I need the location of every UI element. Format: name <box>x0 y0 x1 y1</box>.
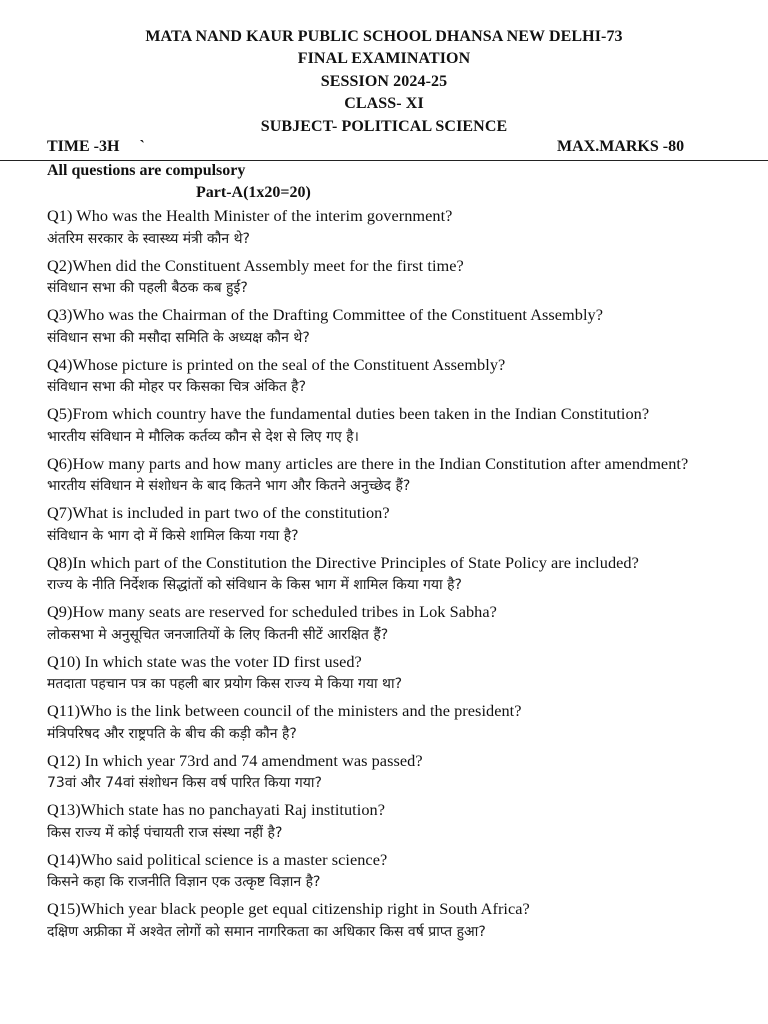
time-label: TIME -3H ` <box>47 138 145 155</box>
question-english: Q8)In which part of the Constitution the Directive Principles of State Policy are included? <box>47 552 639 572</box>
question-hindi: किसने कहा कि राजनीति विज्ञान एक उत्कृष्ट विज्ञान है? <box>47 874 321 890</box>
question-item <box>47 403 723 449</box>
question-hindi: राज्य के नीति निर्देशक सिद्धांतों को संविधान के किस भाग में शामिल किया गया है? <box>47 577 462 593</box>
question-english: Q5)From which country have the fundamental duties been taken in the Indian Constitution? <box>47 404 650 423</box>
question-hindi: अंतरिम सरकार के स्वास्थ्य मंत्री कौन थे? <box>47 230 250 247</box>
session-label: SESSION 2024-25 <box>320 72 448 90</box>
question-item <box>47 502 723 548</box>
question-item <box>47 453 723 499</box>
time-marks-row <box>0 138 768 160</box>
question-english: Q11)Who is the link between council of the ministers and the president? <box>47 701 522 720</box>
question-hindi: भारतीय संविधान मे मौलिक कर्तव्य कौन से देश से लिए गए है। <box>47 428 359 445</box>
question-item <box>47 651 723 697</box>
question-hindi: संविधान सभा की पहली बैठक कब हुई? <box>47 280 248 296</box>
question-english: Q2)When did the Constituent Assembly meet for the first time? <box>47 255 464 275</box>
question-item <box>47 354 723 400</box>
question-english: Q13)Which state has no panchayati Raj institution? <box>47 800 385 819</box>
question-hindi: लोकसभा मे अनुसूचित जनजातियों के लिए कितनी सीटें आरक्षित हैं? <box>47 626 389 643</box>
exam-title: FINAL EXAMINATION <box>297 50 471 68</box>
class-label: CLASS- XI <box>344 95 424 113</box>
question-hindi: 73वां और 74वां संशोधन किस वर्ष पारित किया गया? <box>47 775 322 791</box>
exam-header <box>0 26 768 138</box>
question-english: Q6)How many parts and how many articles are there in the Indian Constitution after amendment? <box>47 453 689 473</box>
subject-label: SUBJECT- POLITICAL SCIENCE <box>260 117 508 135</box>
question-item <box>47 552 723 598</box>
question-english: Q9)How many seats are reserved for scheduled tribes in Lok Sabha? <box>47 602 497 621</box>
question-english: Q3)Who was the Chairman of the Drafting Committee of the Constituent Assembly? <box>47 305 603 324</box>
instructions: All questions are compulsory <box>47 162 246 179</box>
question-item <box>47 601 723 647</box>
question-item <box>47 205 723 251</box>
question-hindi: मतदाता पहचान पत्र का पहली बार प्रयोग किस राज्य मे किया गया था? <box>47 676 403 692</box>
question-english: Q7)What is included in part two of the constitution? <box>47 503 390 522</box>
header-divider <box>0 160 768 161</box>
question-hindi: संविधान सभा की मसौदा समिति के अध्यक्ष कौन थे? <box>47 329 310 346</box>
question-item <box>47 304 723 350</box>
question-english: Q1) Who was the Health Minister of the interim government? <box>47 206 453 225</box>
question-english: Q12) In which year 73rd and 74 amendment was passed? <box>47 750 423 770</box>
question-item <box>47 849 723 895</box>
question-hindi: दक्षिण अफ्रीका में अश्वेत लोगों को समान नागरिकता का अधिकार किस वर्ष प्राप्त हुआ? <box>47 923 486 940</box>
question-item <box>47 700 723 746</box>
question-english: Q15)Which year black people get equal citizenship right in South Africa? <box>47 899 530 918</box>
question-english: Q10) In which state was the voter ID first used? <box>47 651 362 671</box>
question-item <box>47 255 723 301</box>
question-english: Q14)Who said political science is a master science? <box>47 849 388 869</box>
question-hindi: मंत्रिपरिषद और राष्ट्रपति के बीच की कड़ी कौन है? <box>47 725 297 742</box>
question-hindi: भारतीय संविधान मे संशोधन के बाद कितने भाग और कितने अनुच्छेद हैं? <box>47 478 411 494</box>
max-marks-label: MAX.MARKS -80 <box>557 138 685 155</box>
question-item <box>47 799 723 845</box>
question-hindi: संविधान सभा की मोहर पर किसका चित्र अंकित है? <box>47 379 307 395</box>
question-item <box>47 750 723 796</box>
question-english: Q4)Whose picture is printed on the seal of the Constituent Assembly? <box>47 354 506 374</box>
part-title: Part-A(1x20=20) <box>196 184 311 201</box>
question-hindi: संविधान के भाग दो में किसे शामिल किया गया है? <box>47 527 299 544</box>
school-name: MATA NAND KAUR PUBLIC SCHOOL DHANSA NEW DELHI-73 <box>145 28 623 45</box>
question-hindi: किस राज्य में कोई पंचायती राज संस्था नहीं है? <box>47 824 283 841</box>
question-item <box>47 898 723 944</box>
question-list <box>47 205 723 948</box>
